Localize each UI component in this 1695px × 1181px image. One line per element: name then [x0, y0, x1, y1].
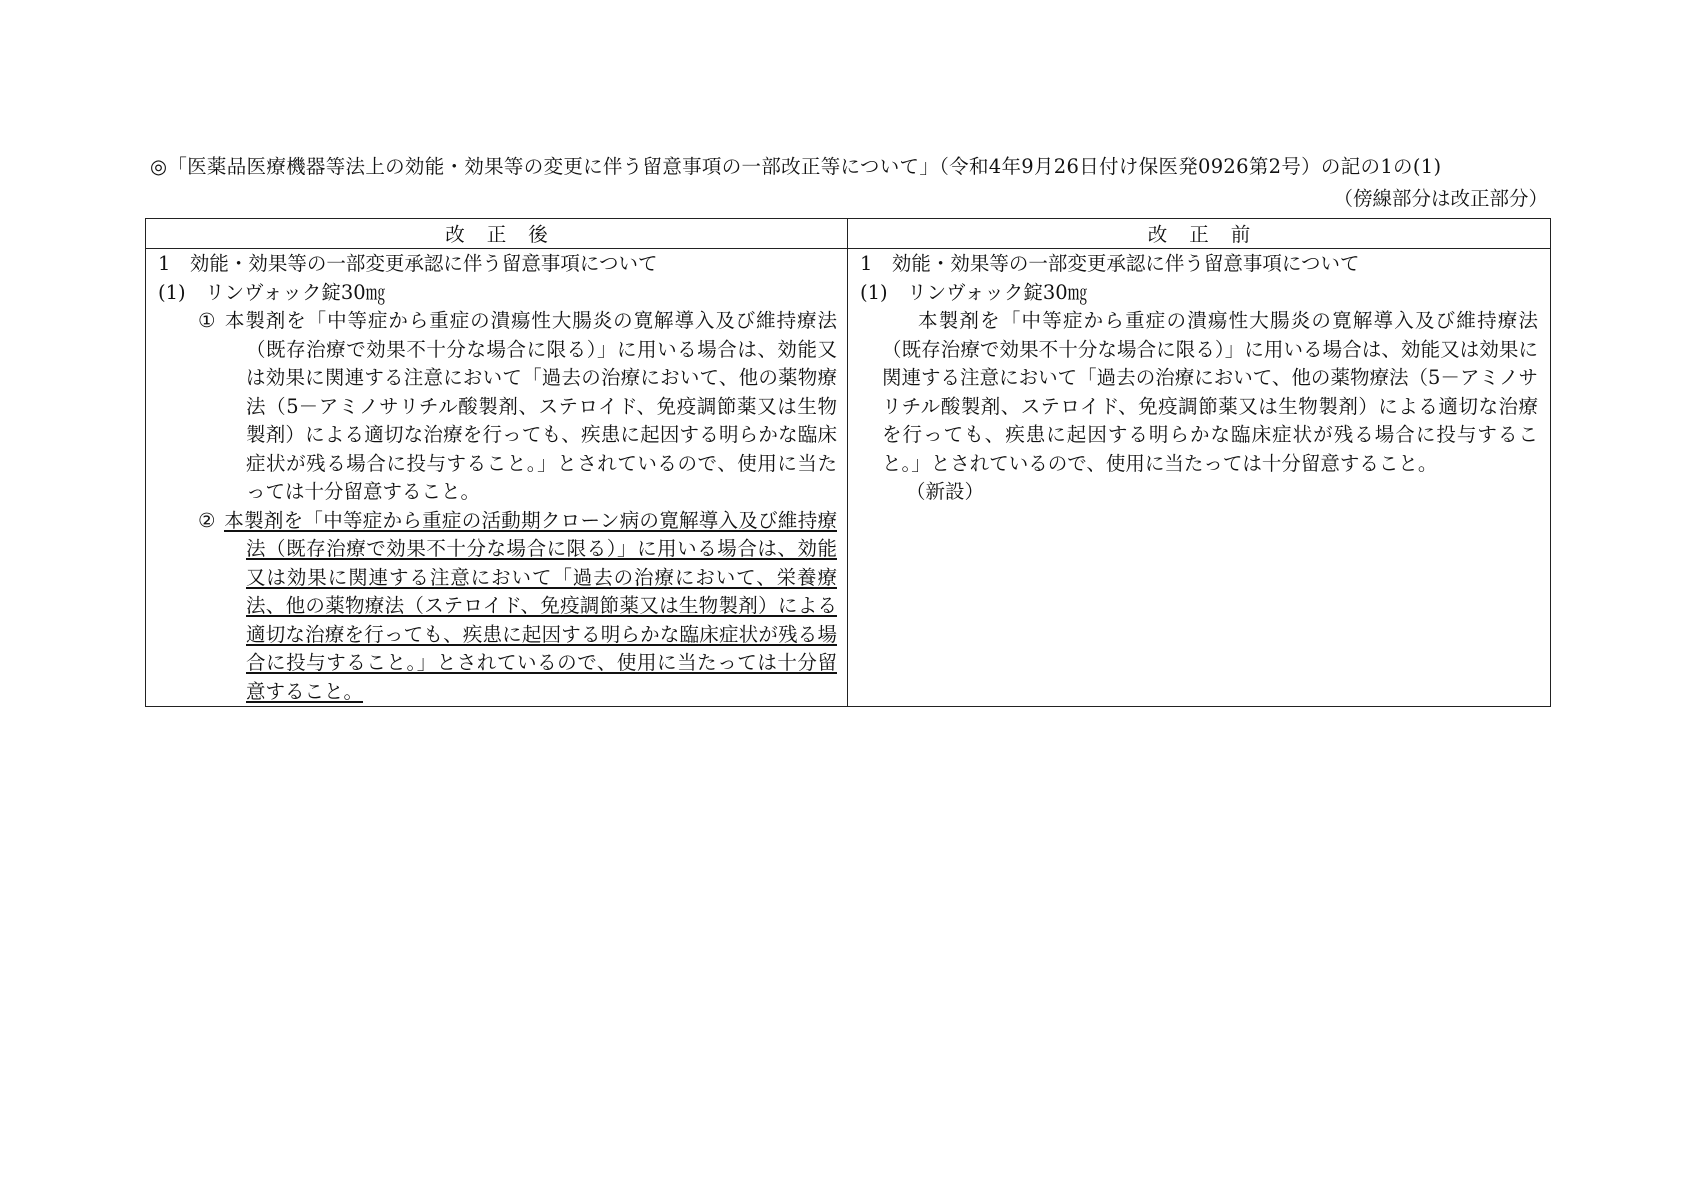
- revision-note: （傍線部分は改正部分）: [1333, 187, 1548, 210]
- document-title: ◎「医薬品医療機器等法上の効能・効果等の変更に伴う留意事項の一部改正等について」（令和4年9月26日付け保医発0926第2号）の記の1の(1): [150, 155, 1442, 178]
- new-established-label: （新設）: [906, 480, 985, 503]
- after-item-heading: (1) リンヴォック錠30㎎: [158, 280, 386, 304]
- table-header-row: [146, 219, 1551, 249]
- before-point-text: 本製剤を「中等症から重症の潰瘍性大腸炎の寛解導入及び維持療法（既存治療で効果不十分な場合に限る）」に用いる場合は、効能又は効果に関連する注意において「過去の治療において、他の薬物療法（5－アミノサリチル酸製剤、ステロイド、免疫調節薬又は生物製剤）による適切な治療を行っても、疾患に起因する明らかな臨床症状が残る場合に投与すること。」とされているので、使用に当たっては十分留意すること。: [882, 309, 1538, 475]
- before-item-heading: (1) リンヴォック錠30㎎: [860, 280, 1088, 304]
- point-1-mark: ①: [198, 309, 216, 332]
- header-before: 改正前: [848, 219, 1551, 249]
- point-1-text: 本製剤を「中等症から重症の潰瘍性大腸炎の寛解導入及び維持療法（既存治療で効果不十分な場合に限る）」に用いる場合は、効能又は効果に関連する注意において「過去の治療において、他の薬物療法（5－アミノサリチル酸製剤、ステロイド、免疫調節薬又は生物製剤）による適切な治療を行っても、疾患に起因する明らかな臨床症状が残る場合に投与すること。」とされているので、使用に当たっては十分留意すること。: [224, 309, 837, 503]
- point-2-text: 本製剤を「中等症から重症の活動期クローン病の寛解導入及び維持療法（既存治療で効果不十分な場合に限る）」に用いる場合は、効能又は効果に関連する注意において「過去の治療において、栄養療法、他の薬物療法（ステロイド、免疫調節薬又は生物製剤）による適切な治療を行っても、疾患に起因する明らかな臨床症状が残る場合に投与すること。」とされているので、使用に当たっては十分留意すること。: [224, 508, 837, 703]
- table-body-row: [146, 249, 1551, 707]
- comparison-table: [145, 218, 1551, 707]
- point-2-mark: ②: [198, 508, 216, 532]
- after-point-1: [146, 307, 847, 507]
- before-column: [848, 249, 1551, 707]
- after-column: [146, 249, 848, 707]
- header-after: 改正後: [146, 219, 848, 249]
- after-point-2: [146, 507, 847, 707]
- before-section-heading: 1 効能・効果等の一部変更承認に伴う留意事項について: [860, 252, 1360, 275]
- after-section-heading: 1 効能・効果等の一部変更承認に伴う留意事項について: [158, 252, 658, 275]
